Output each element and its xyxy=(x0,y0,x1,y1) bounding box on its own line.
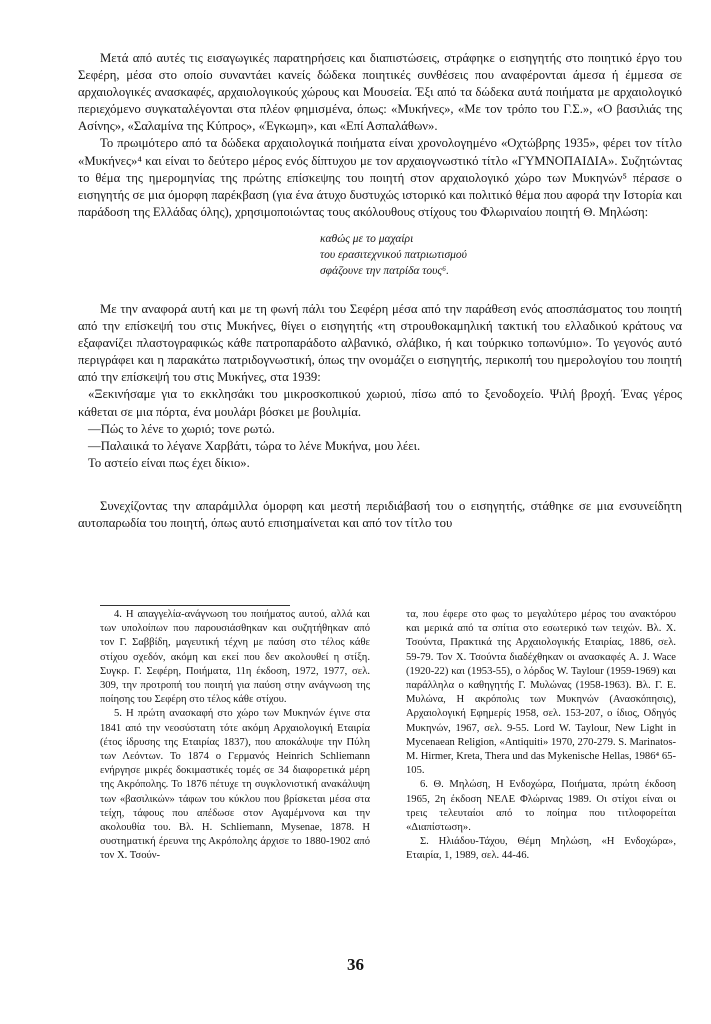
poem-quote xyxy=(320,231,682,279)
footnote-6: 6. Θ. Μηλώση, Η Ενδοχώρα, Ποιήματα, πρώτη έκδοση 1965, 2η έκδοση ΝΕΛΕ Φλώρινας 1989. Οι στίχοι είναι οι τρεις τελευταίοι από το ποίημα που τιτλοφορείται «Διαπίστωση». xyxy=(406,779,676,834)
poem-line: καθώς με το μαχαίρι xyxy=(320,232,414,245)
footnotes xyxy=(100,608,676,864)
poem-line: σφάζουνε την πατρίδα τους⁶. xyxy=(320,264,449,277)
quote-line: «Ξεκινήσαμε για το εκκλησάκι του μικροσκοπικού χωριού, πίσω από το ξενοδοχείο. Ψιλή βροχή. Ένας γέρος κάθεται σε μια πόρτα, ένα μουλάρι βόσκει με βουλιμία. xyxy=(78,387,682,419)
quote-line: —Παλαιικά το λέγανε Χαρβάτι, τώρα το λένε Μυκήνα, μου λέει. xyxy=(88,438,421,453)
paragraph-4: Συνεχίζοντας την απαράμιλλα όμορφη και μεστή περιδιάβασή του ο εισηγητής, στάθηκε σε μια ενσυνείδητη αυτοπαρωδία του ποιητή, όπως αυτό επισημαίνεται και από τον τίτλο του xyxy=(78,498,682,530)
paragraph-1: Μετά από αυτές τις εισαγωγικές παρατηρήσεις και διαπιστώσεις, στράφηκε ο εισηγητής στο ποιητικό έργο του Σεφέρη, μέσα στο οποίο συναντάει κανείς δώδεκα ποιητικές συνθέσεις που αναφέρονται άμεσα ή έμμεσα σε αρχαιολογικές ανασκαφές, αρχαιολογικούς χώρους και Μουσεία. Έξι από τα δώδεκα αυτά ποιήματα με αρχαιολογικό περιεχόμενο συγκαταλέγονται στα πλέον φημισμένα, όπως: «Μυκήνες», «Με τον τρόπο του Γ.Σ.», «Ο βασιλιάς της Ασίνης», «Σαλαμίνα της Κύπρος», «Έγκωμη», και «Επί Ασπαλάθων». xyxy=(78,51,682,134)
footnote-4: 4. Η απαγγελία-ανάγνωση του ποιήματος αυτού, αλλά και των υπολοίπων που παρουσιάσθηκαν και συζητήθηκαν από τον Γ. Σαββίδη, μαγευτική τέχνη με παύση στο τέλος κάθε στίχου σχεδόν, ακόμη και εκεί που δεν ακολουθεί η στίξη. Συγκρ. Γ. Σεφέρη, Ποιήματα, 11η έκδοση, 1972, 1977, σελ. 309, την προτροπή του ποιητή για παύση στην ανάγνωση της ποίησης του Σεφέρη στο τέλος κάθε στίχου. xyxy=(100,609,370,706)
footnotes-right-column xyxy=(406,608,676,864)
paragraph-3: Με την αναφορά αυτή και με τη φωνή πάλι του Σεφέρη μέσα από την παράθεση ενός αποσπάσματος του ποιητή από την επίσκεψή του στις Μυκήνες, θίγει ο εισηγητής «τη στρουθοκαμηλική τακτική του ελλαδικού κράτους να εξαφανίζει πλαστογραφικώς κάθε πατρoπαράδοτο αλβανικό, σλάβικο, ή και τούρκικο τοπωνύμιο». Το γεγονός αυτό περιγράφει και η παρακάτω πατριδογνωστική, όπως την ονομάζει ο εισηγητής, περικοπή του ημερολογίου του ποιητή από την επίσκεψή του στις Μυκήνες, στα 1939: xyxy=(78,301,682,385)
page-number: 36 xyxy=(347,955,364,974)
quote-line: —Πώς το λένε το χωριό; τονε ρωτώ. xyxy=(88,421,275,436)
diary-quote xyxy=(78,386,682,471)
paragraph-2: Το πρωιμότερο από τα δώδεκα αρχαιολογικά ποιήματα είναι χρονολογημένο «Οχτώβρης 1935», φέρει τον τίτλο «Μυκήνες»⁴ και είναι το δεύτερο μέρος ενός δίπτυχου με τον αρχαιογνωστικό τίτλο «ΓΥΜΝΟΠΑΙΔΙΑ». Συζητώντας το θέμα της ημερομηνίας της πρώτης επίσκεψης του ποιητή στον αρχαιολογικό χώρο των Μυκηνών⁵ πέρασε ο εισηγητής σε μια όμορφη παρέκβαση (για ένα άτυχο δυστυχώς ιστορικό και πολιτικό θέμα που αφορά την Ιστορία και παράδοση της Ελλάδας όλης), χρησιμοποιώντας τους ακόλουθους στίχους του Φλωριναίου ποιητή Θ. Μηλώση: xyxy=(78,136,682,219)
poem-line: του ερασιτεχνικού πατριωτισμού xyxy=(320,248,467,261)
footnote-divider xyxy=(100,605,290,606)
footnote-5: 5. Η πρώτη ανασκαφή στο χώρο των Μυκηνών έγινε στα 1841 από την νεοσύστατη τότε ακόμη Αρχαιολογική Εταιρία (έτος ίδρυσης της Εταιρίας 1837), που αποκάλυψε την Πύλη των Λεόντων. Το 1874 ο Γερμανός Heinrich Schliemann ενήργησε μικρές δοκιμαστικές τομές σε 34 διαφορετικά μέρη της Ακρόπολης. Το 1876 πέτυχε τη συγκλονιστική ανακάλυψη των «βασιλικών» τάφων του κύκλου που βρίσκεται μέσα στα τείχη, τάφους που απέδωσε στον Αγαμέμνονα και την ακολουθία του. Βλ. H. Schliemann, Mysenae, 1878. Η συστηματική έρευνα της Ακρόπολης άρχισε το 1880-1902 από τον Χ. Τσούν- xyxy=(100,708,370,862)
footnote-6-reference: Σ. Ηλιάδου-Τάχου, Θέμη Μηλώση, «Η Ενδοχώρα», Εταιρία, 1, 1989, σελ. 44-46. xyxy=(406,836,676,862)
quote-line: Το αστείο είναι πως έχει δίκιο». xyxy=(88,455,250,470)
footnote-5-continued: τα, που έφερε στο φως το μεγαλύτερο μέρος του ανακτόρου και μερικά από τα σπίτια στο εσωτερικό των τειχών. Βλ. Χ. Τσούντα, Πρακτικά της Αρχαιολογικής Εταιρίας, 1886, σελ. 59-79. Τον Χ. Τσούντα διαδέχθηκαν οι ανασκαφές A. J. Wace (1920-22) και (1953-55), ο λόρδος W. Taylour (1959-1969) και παράλληλα ο καθηγητής Γ. Μυλώνας (1958-1963). Βλ. Γ. Ε. Μυλώνα, Η ακρόπολις των Μυκηνών (Ανασκόπησις), Αρχαιολογική Εφημερίς 1958, σελ. 153-207, ο ίδιος, Οδηγός Μυκηνών, 1967, σελ. 9-55. Lord W. Taylour, New Light in Mycenaean Religion, «Antiquiti» 1970, 270-279. S. Marinatos-M. Hirmer, Kreta, Thera und das Mykenische Hellas, 1986⁴ 65-105. xyxy=(406,609,676,777)
main-text xyxy=(78,50,682,532)
footnotes-left-column xyxy=(100,608,370,864)
